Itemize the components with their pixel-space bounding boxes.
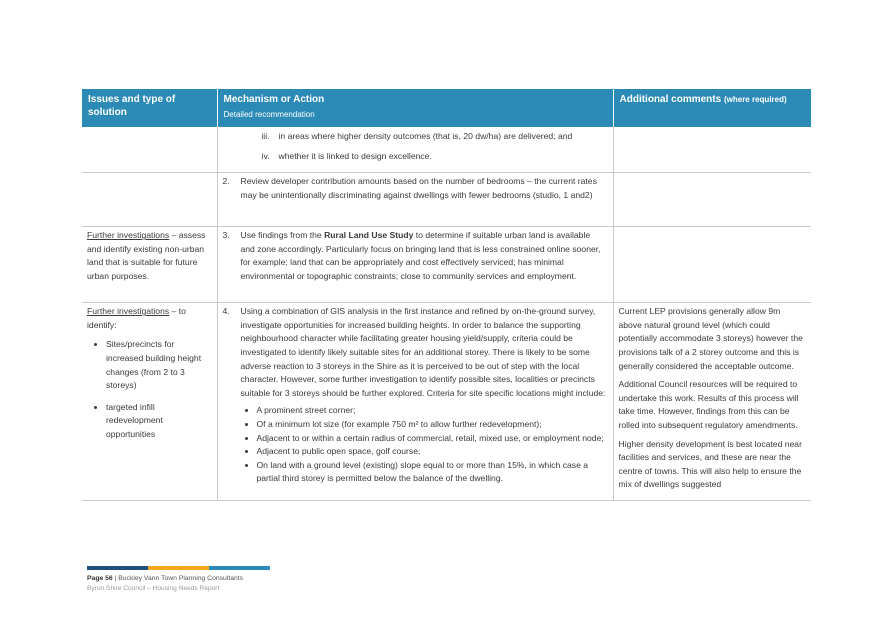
criteria-bullet-list: [241, 404, 608, 486]
footer-bar-teal: [209, 566, 270, 570]
footer-bar-dark: [87, 566, 148, 570]
recommendations-table: [82, 89, 811, 501]
list-item: • Adjacent to public open space, golf course;: [257, 445, 608, 459]
footer-line: Page 56 | Buckley Vann Town Planning Consultants: [87, 575, 244, 582]
table-row: 2. Review developer contribution amounts based on the number of bedrooms – the current rates may be unintentionally discriminating against dwellings with fewer bedrooms (studio, 1 and2): [82, 173, 811, 227]
recommendation-4-text: Using a combination of GIS analysis in the first instance and refined by on-the-ground survey, investigate opportunities for increased building heights. In order to balance the supporting neighbourhood character while facilitating greater housing yield/supply, criteria could be investigated to identify likely suitable sites for an additional storey. There is likely to be some adverse reaction to 3 storeys in the Shire as it is perceived to be out of step with the local character. However, some further investigation to identify possible sites, localities or precincts suitable for 3 storeys should be further explored. Criteria for site specific locations might include:: [240, 306, 606, 398]
comments-cell: [613, 303, 811, 501]
list-item: • targeted infill redevelopment opportunities: [106, 401, 212, 442]
recommendation-3-text: Use findings from the Rural Land Use Study to determine if suitable urban land is available and zone accordingly. Particularly focus on bringing land that is less constrained online sooner, for example: land that can be appropriately and cost effectively serviced; has minimal environmental or topographic constraints; close to community services and employment.: [240, 230, 601, 281]
issue-bullet-list: [87, 338, 212, 441]
report-title: Byron Shire Council – Housing Needs Report: [87, 585, 220, 592]
footer-color-bar: [87, 566, 270, 570]
list-item: • Adjacent to or within a certain radius of commercial, retail, mixed use, or employment node;: [257, 432, 608, 446]
recommendation-2-text: Review developer contribution amounts based on the number of bedrooms – the current rates may be unintentionally discriminating against dwellings with fewer bedrooms (studio, 1 and2): [240, 176, 597, 200]
header-issues: Issues and type of solution: [82, 89, 217, 127]
footer-bar-orange: [148, 566, 209, 570]
comment-paragraph: Current LEP provisions generally allow 9m above natural ground level (which could potentially accommodate 3 storeys) however the provisions talk of a 2 storey outcome and this is generally considered the acceptable outcome.: [618, 306, 803, 371]
list-item: • Of a minimum lot size (for example 750 m² to allow further redevelopment);: [257, 418, 608, 432]
table-row: Further investigations – assess and identify existing non-urban land that is suitable for future urban purposes. 3. Use findings from the Rural Land Use Study to determine if suitable urban land is available and zone accordingly. Particularly focus on bringing land that is less constrained online sooner, for example: land that can be appropriately and cost effectively serviced; has minimal environmental or topographic constraints; close to community services and employment.: [82, 227, 811, 303]
table-row: [82, 127, 811, 173]
further-investigations-link: Further investigations: [87, 306, 170, 317]
comment-paragraph: Additional Council resources will be required to undertake this work. Results of this process will take time. However, findings from this can be rolled into subsequent regulatory amendments.: [618, 379, 799, 430]
issue-cell: Further investigations – to identify: • Sites/precincts for increased building height changes (from 2 to 3 storeys) • targeted infill redevelopment opportunities: [82, 303, 217, 501]
header-mechanism-sub: Detailed recommendation: [223, 110, 315, 119]
list-item: iv. whether it is linked to design excellence.: [261, 150, 432, 161]
list-item: iii. in areas where higher density outcomes (that is, 20 dw/ha) are delivered; and: [261, 131, 573, 141]
list-item: • On land with a ground level (existing) slope equal to or more than 15%, in which case a partial third storey is permitted below the balance of the dwelling.: [257, 459, 608, 486]
issue-cell: Further investigations – assess and identify existing non-urban land that is suitable for future urban purposes.: [82, 227, 217, 303]
header-comments: Additional comments (where required): [613, 89, 811, 127]
header-comments-sub: (where required): [723, 95, 787, 104]
table-header-row: [82, 89, 811, 127]
table-row: Further investigations – to identify: • Sites/precincts for increased building height changes (from 2 to 3 storeys) • targeted infill redevelopment opportunities 4. Using a combination of GIS analysis in the first instance and refined by on-the-ground survey, investigate opportunities for increased building heights. In order to balance the supporting neighbourhood character while facilitating greater housing yield/supply, criteria could be investigated to identify likely suitable sites for an additional storey. There is likely to be some adverse reaction to 3 storeys in the Shire as it is perceived to be out of step with the local character. However, some further investigation to identify possible sites, localities or precincts suitable for 3 storeys should be further explored. Criteria for site specific locations might include: • A prominent street corner; • Of a minimum lot size (for example 750 m² to allow further redevelopment); • Adjacent to or within a certain radius of commercial, retail, mixed use, or employment node; • Adjacent to public open space, golf course; • On land with a ground level (existing) slope equal to or more than 15%, in which case a partial third storey is permitted below the balance of the dwelling. Current LEP provisions generally allow 9m above natural ground level (which could potentially accommodate 3 storeys) however the provisions talk of a 2 storey outcome and this is generally considered the acceptable outcome. Additional Council resources will be required to undertake this work. Results of this process will take time. However, findings from this can be rolled into subsequent regulatory amendments. Higher density development is best located near facilities and services, and these are near the centre of towns. This will also help to ensure the mix of dwellings suggested: [82, 303, 811, 501]
company-name: Buckley Vann Town Planning Consultants: [118, 575, 244, 582]
comment-paragraph: Higher density development is best located near facilities and services, and these are near the centre of towns. This will also help to ensure the mix of dwellings suggested: [618, 438, 802, 490]
page-number: Page 56: [87, 575, 113, 582]
list-item: • A prominent street corner;: [257, 404, 608, 418]
header-mechanism: Mechanism or Action Detailed recommendation: [217, 89, 613, 127]
list-item: • Sites/precincts for increased building height changes (from 2 to 3 storeys): [106, 338, 212, 392]
further-investigations-link: Further investigations: [87, 230, 170, 241]
